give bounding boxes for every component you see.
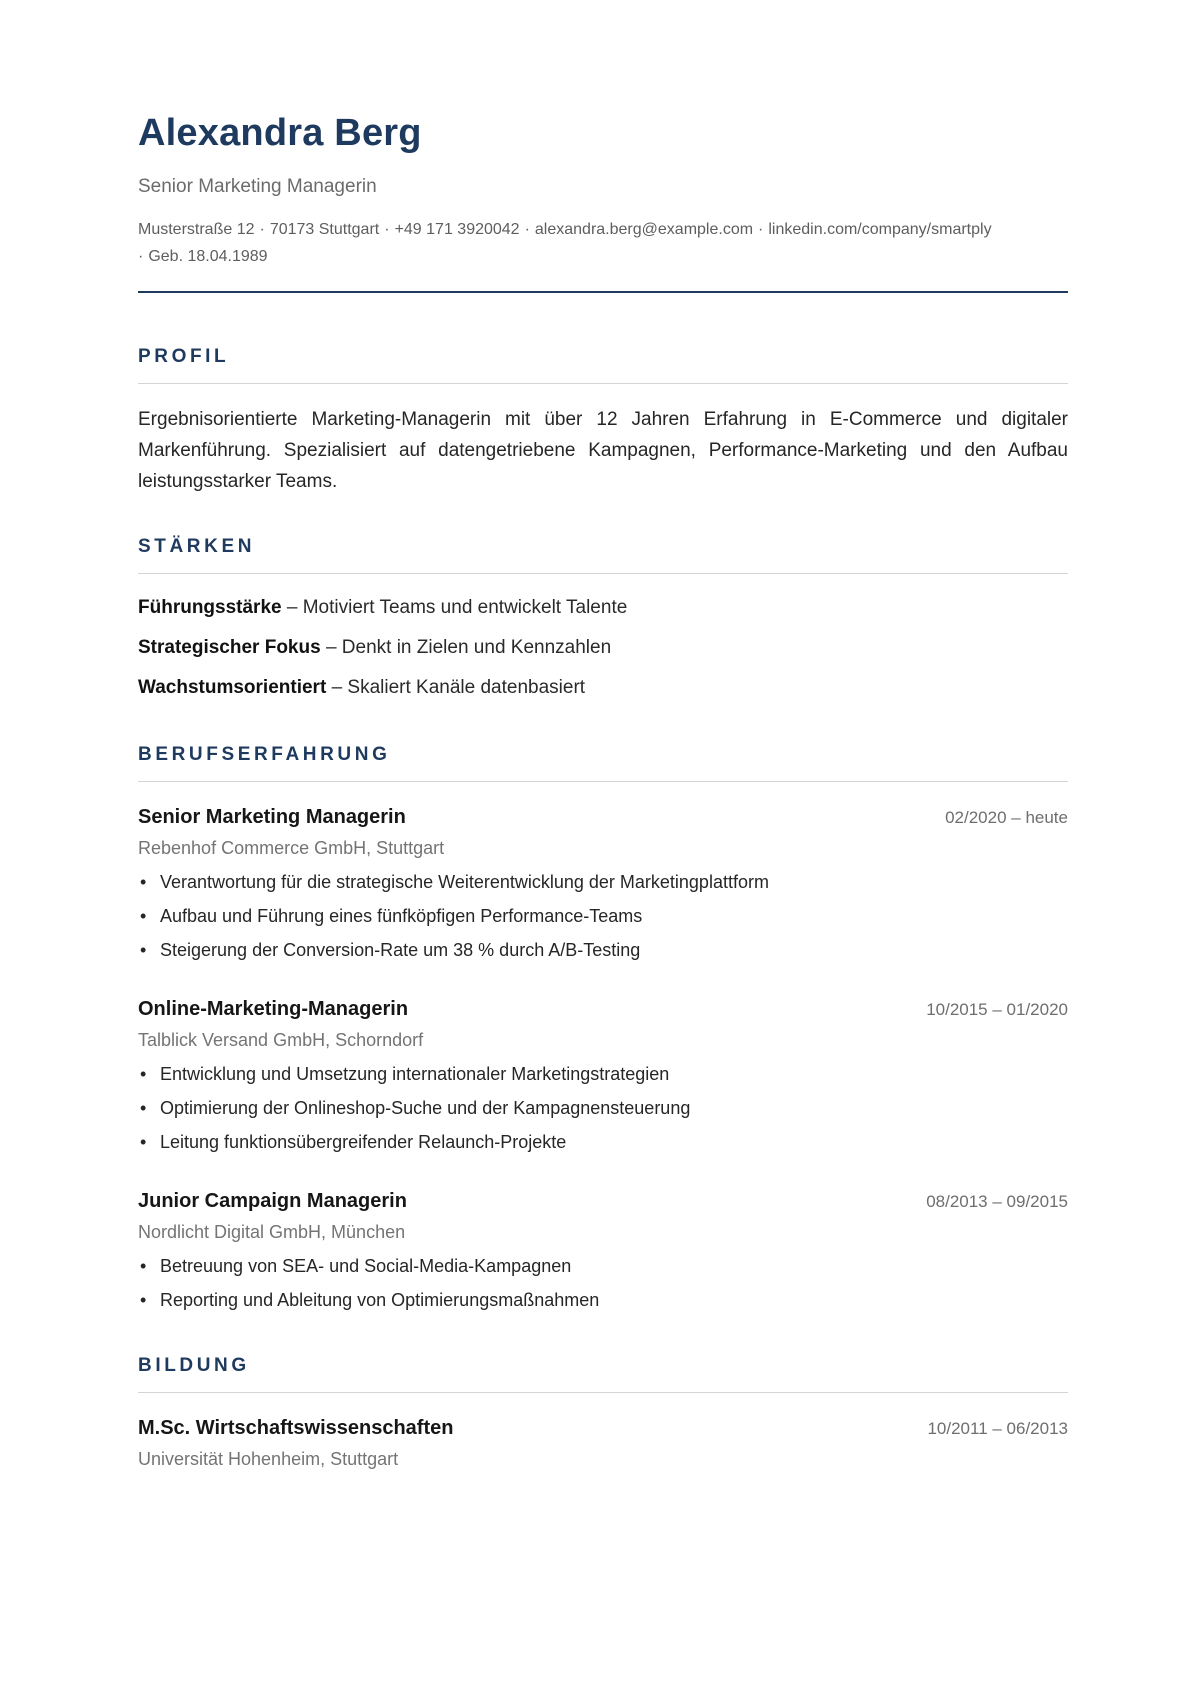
contact-birthdate: Geb. 18.04.1989 [148,248,268,265]
resume-header [138,106,1068,293]
job-date: 08/2013 – 09/2015 [926,1192,1068,1211]
experience-heading: BERUFSERFAHRUNG [138,744,391,765]
education-entry [138,1414,1068,1472]
education-school: Universität Hohenheim, Stuttgart [138,1449,399,1469]
job-bullets [138,1061,1068,1155]
job-company: Talblick Versand GmbH, Schorndorf [138,1030,424,1050]
education-section [138,1354,1068,1472]
job-company: Nordlicht Digital GmbH, München [138,1222,406,1242]
candidate-title: Senior Marketing Managerin [138,176,377,197]
contact-separator: · [384,221,390,238]
job-bullet: • Steigerung der Conversion-Rate um 38 % durch A/B-Testing [138,937,1068,963]
strength-text: – Denkt in Zielen und Kennzahlen [325,637,612,658]
job-bullet: • Reporting und Ableitung von Optimierungsmaßnahmen [138,1287,1068,1313]
job-title: Online-Marketing-Managerin [138,998,409,1020]
strength-label: Wachstumsorientiert [138,677,327,698]
education-date: 10/2011 – 06/2013 [927,1419,1068,1438]
job-header [138,995,1068,1023]
job-bullet: • Verantwortung für die strategische Weiterentwicklung der Marketingplattform [138,869,1068,895]
contact-linkedin[interactable]: linkedin.com/company/smartply [768,221,992,238]
contact-phone: +49 171 3920042 [394,221,520,238]
job-date: 10/2015 – 01/2020 [926,1000,1068,1019]
job-bullet: • Optimierung der Onlineshop-Suche und der Kampagnensteuerung [138,1095,1068,1121]
strength-label: Führungsstärke [138,597,282,618]
profile-heading: PROFIL [138,346,230,367]
contact-line [138,216,1068,270]
strength-item [138,674,1068,702]
job-entry [138,1187,1068,1313]
contact-address: Musterstraße 12 [138,221,255,238]
contact-separator: · [259,221,265,238]
strength-item [138,594,1068,622]
strength-text: – Skaliert Kanäle datenbasiert [331,677,586,698]
candidate-name: Alexandra Berg [138,112,422,154]
job-title: Junior Campaign Managerin [138,1190,407,1212]
job-bullets [138,869,1068,963]
job-header [138,803,1068,831]
job-date: 02/2020 – heute [945,808,1068,827]
job-entry [138,995,1068,1155]
profile-section [138,345,1068,497]
contact-separator: · [138,248,144,265]
contact-city: 70173 Stuttgart [269,221,380,238]
job-bullets [138,1253,1068,1313]
strengths-list [138,594,1068,702]
job-bullet: • Entwicklung und Umsetzung internationaler Marketingstrategien [138,1061,1068,1087]
strength-label: Strategischer Fokus [138,637,321,658]
education-degree: M.Sc. Wirtschaftswissenschaften [138,1417,454,1439]
strength-text: – Motiviert Teams und entwickelt Talente [286,597,628,618]
section-divider [138,1392,1068,1393]
education-heading: BILDUNG [138,1355,250,1376]
contact-separator: · [758,221,764,238]
experience-section [138,743,1068,1313]
job-bullet: • Aufbau und Führung eines fünfköpfigen Performance-Teams [138,903,1068,929]
job-bullet: • Betreuung von SEA- und Social-Media-Kampagnen [138,1253,1068,1279]
contact-separator: · [524,221,530,238]
strengths-section [138,535,1068,702]
header-divider [138,291,1068,293]
contact-email[interactable]: alexandra.berg@example.com [534,221,754,238]
section-divider [138,781,1068,782]
job-title: Senior Marketing Managerin [138,806,406,828]
job-header [138,1187,1068,1215]
strengths-heading: STÄRKEN [138,536,256,557]
profile-text: Ergebnisorientierte Marketing-Managerin mit über 12 Jahren Erfahrung in E-Commerce und digitaler Markenführung. Spezialisiert auf datengetriebene Kampagnen, Performance-Marketing und den Aufbau leistungsstarker Teams. [138,409,1068,492]
job-company: Rebenhof Commerce GmbH, Stuttgart [138,838,445,858]
job-bullet: • Leitung funktionsübergreifender Relaunch-Projekte [138,1129,1068,1155]
job-entry [138,803,1068,963]
section-divider [138,383,1068,384]
education-header [138,1414,1068,1442]
section-divider [138,573,1068,574]
strength-item [138,634,1068,662]
